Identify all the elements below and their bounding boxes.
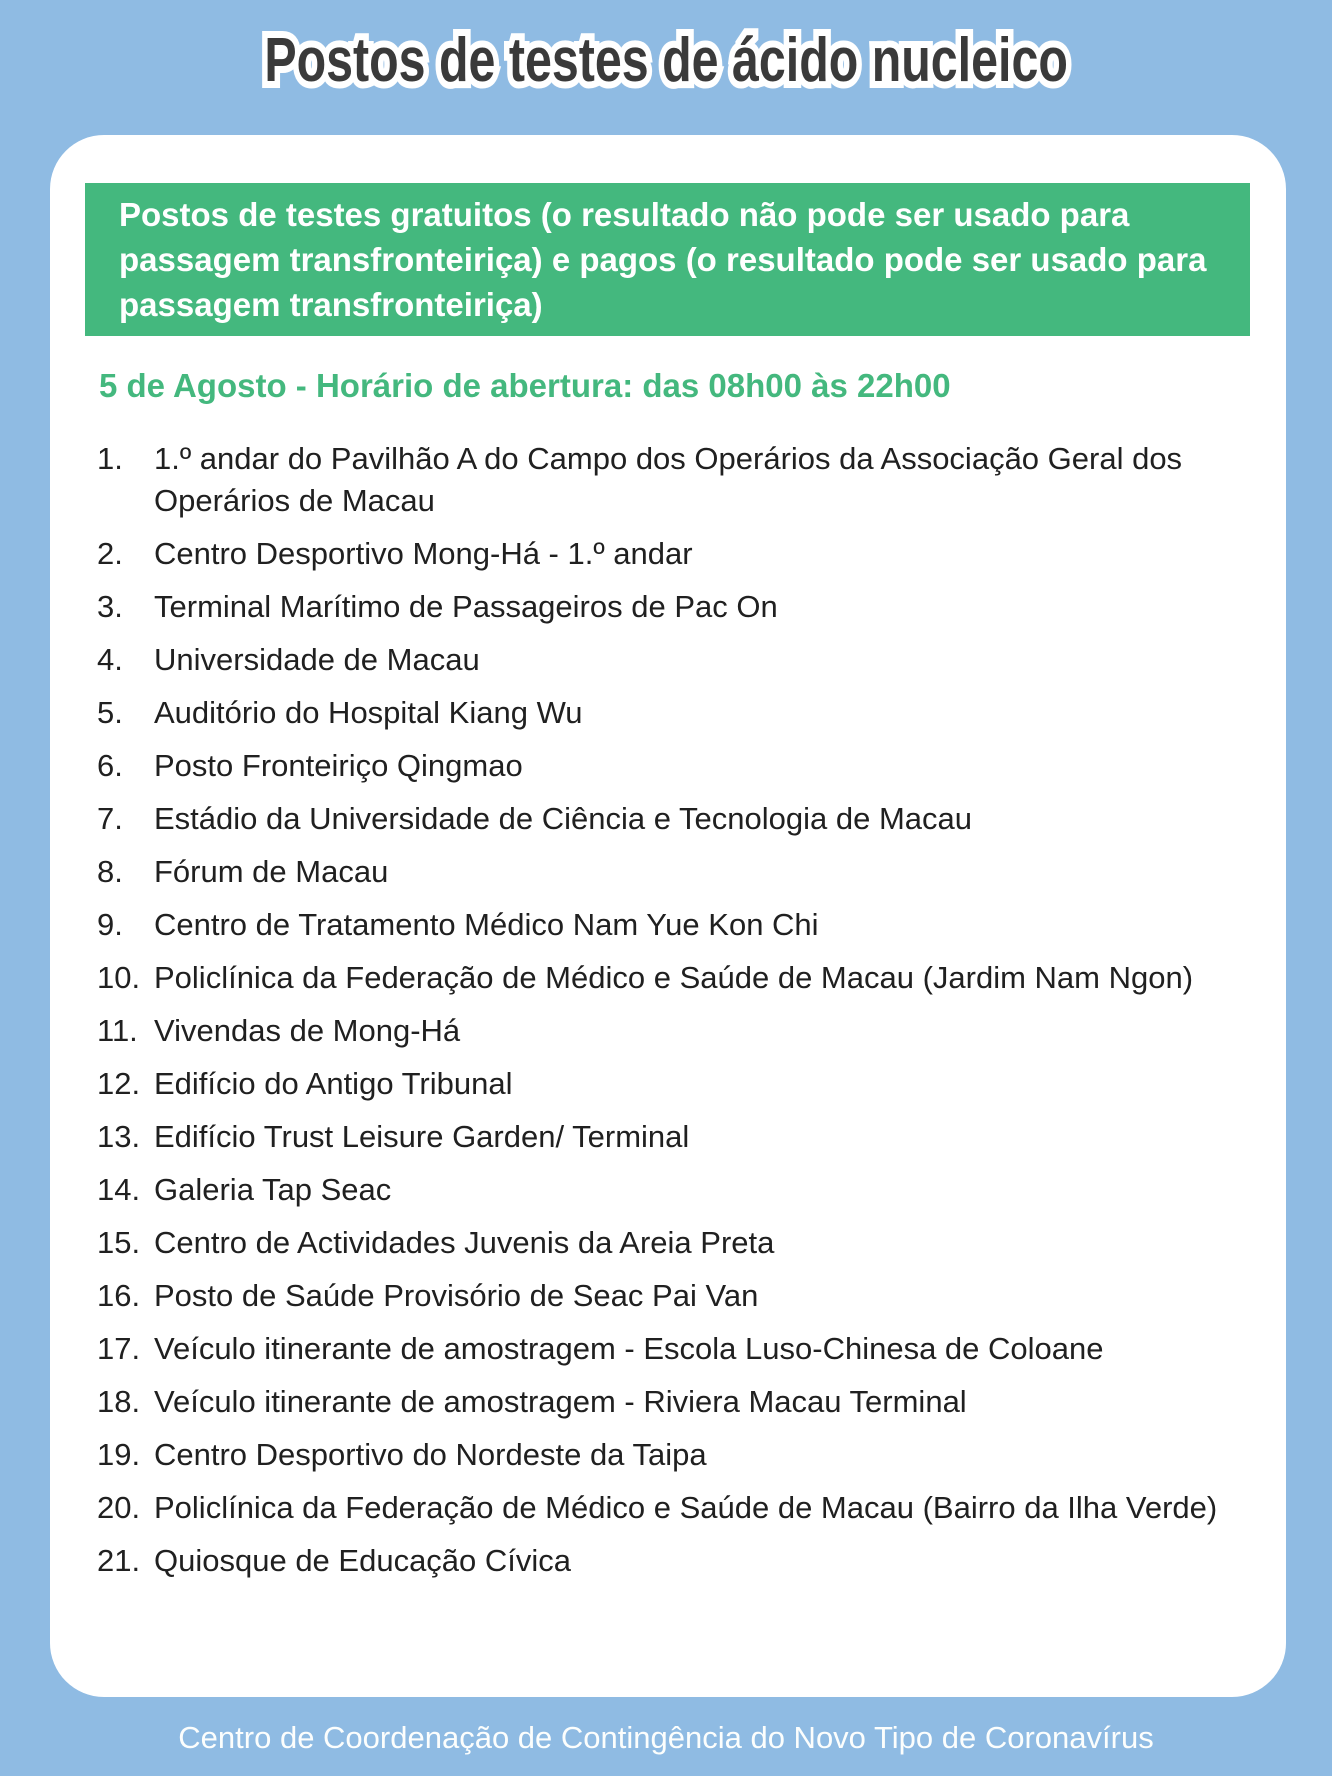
list-item-number: 10.: [97, 960, 141, 995]
list-item-number: 4.: [97, 642, 123, 677]
list-item-number: 18.: [97, 1384, 141, 1419]
list-item-number: 17.: [97, 1331, 141, 1366]
list-item-number: 2.: [97, 536, 123, 571]
list-item-number: 7.: [97, 801, 123, 836]
list-item-name: Vivendas de Mong-Há: [154, 1013, 461, 1048]
list-item-name: Veículo itinerante de amostragem - Escola Luso-Chinesa de Coloane: [154, 1331, 1104, 1366]
list-item-name: 1.º andar do Pavilhão A do Campo dos Operários da Associação Geral dos Operários de Macau: [154, 441, 1183, 518]
list-item-number: 21.: [97, 1543, 141, 1578]
list-item-name: Centro Desportivo do Nordeste da Taipa: [154, 1437, 707, 1472]
list-item: [97, 1434, 1250, 1476]
list-item-number: 3.: [97, 589, 123, 624]
list-item-name: Centro de Tratamento Médico Nam Yue Kon Chi: [154, 907, 819, 942]
content-card: [50, 135, 1286, 1697]
list-item-name: Estádio da Universidade de Ciência e Tecnologia de Macau: [154, 801, 973, 836]
list-item-number: 13.: [97, 1119, 141, 1154]
list-item: [97, 586, 1250, 628]
list-item-name: Centro de Actividades Juvenis da Areia Preta: [154, 1225, 775, 1260]
list-item-number: 6.: [97, 748, 123, 783]
list-item: [97, 745, 1250, 787]
list-item: [97, 851, 1250, 893]
list-item: [97, 1169, 1250, 1211]
locations-list: [85, 438, 1250, 1582]
list-item: [97, 533, 1250, 575]
list-item-name: Universidade de Macau: [154, 642, 480, 677]
list-item: [97, 1487, 1250, 1529]
list-item-name: Edifício do Antigo Tribunal: [154, 1066, 513, 1101]
list-item: [97, 1328, 1250, 1370]
list-item-number: 11.: [97, 1013, 138, 1048]
list-item-number: 16.: [97, 1278, 141, 1313]
footer-text: Centro de Coordenação de Contingência do Novo Tipo de Coronavírus: [178, 1720, 1154, 1755]
list-item: [97, 957, 1250, 999]
page-title: Postos de testes de ácido nucleico Postos de testes de ácido nucleico: [264, 24, 1068, 98]
list-item: [97, 1063, 1250, 1105]
list-item-name: Terminal Marítimo de Passageiros de Pac On: [154, 589, 778, 624]
list-item-number: 20.: [97, 1490, 141, 1525]
schedule-heading: 5 de Agosto - Horário de abertura: das 08h00 às 22h00: [99, 367, 951, 404]
list-item-number: 5.: [97, 695, 123, 730]
list-item-name: Fórum de Macau: [154, 854, 389, 889]
list-item: [97, 692, 1250, 734]
list-item: [97, 639, 1250, 681]
info-banner: Postos de testes gratuitos (o resultado não pode ser usado para passagem transfronteiriça) e pagos (o resultado pode ser usado para passagem transfronteiriça): [85, 183, 1250, 336]
list-item-name: Posto Fronteiriço Qingmao: [154, 748, 523, 783]
list-item: [97, 798, 1250, 840]
list-item-name: Veículo itinerante de amostragem - Riviera Macau Terminal: [154, 1384, 967, 1419]
list-item-number: 8.: [97, 854, 123, 889]
list-item-number: 14.: [97, 1172, 141, 1207]
list-item-number: 1.: [97, 441, 123, 476]
list-item-number: 9.: [97, 907, 123, 942]
list-item: [97, 904, 1250, 946]
list-item-name: Edifício Trust Leisure Garden/ Terminal: [154, 1119, 690, 1154]
list-item-number: 12.: [97, 1066, 141, 1101]
list-item: [97, 1275, 1250, 1317]
list-item-name: Quiosque de Educação Cívica: [154, 1543, 572, 1578]
list-item-number: 19.: [97, 1437, 141, 1472]
list-item: [97, 1540, 1250, 1582]
list-item-name: Galeria Tap Seac: [154, 1172, 392, 1207]
list-item-name: Policlínica da Federação de Médico e Saúde de Macau (Bairro da Ilha Verde): [154, 1490, 1218, 1525]
list-item-name: Auditório do Hospital Kiang Wu: [154, 695, 583, 730]
list-item: [97, 1222, 1250, 1264]
list-item: [97, 1010, 1250, 1052]
header: [0, 0, 1332, 98]
list-item: [97, 1381, 1250, 1423]
list-item-name: Centro Desportivo Mong-Há - 1.º andar: [154, 536, 693, 571]
list-item: [97, 1116, 1250, 1158]
list-item: [97, 438, 1250, 522]
list-item-number: 15.: [97, 1225, 141, 1260]
list-item-name: Policlínica da Federação de Médico e Saúde de Macau (Jardim Nam Ngon): [154, 960, 1194, 995]
list-item-name: Posto de Saúde Provisório de Seac Pai Van: [154, 1278, 759, 1313]
